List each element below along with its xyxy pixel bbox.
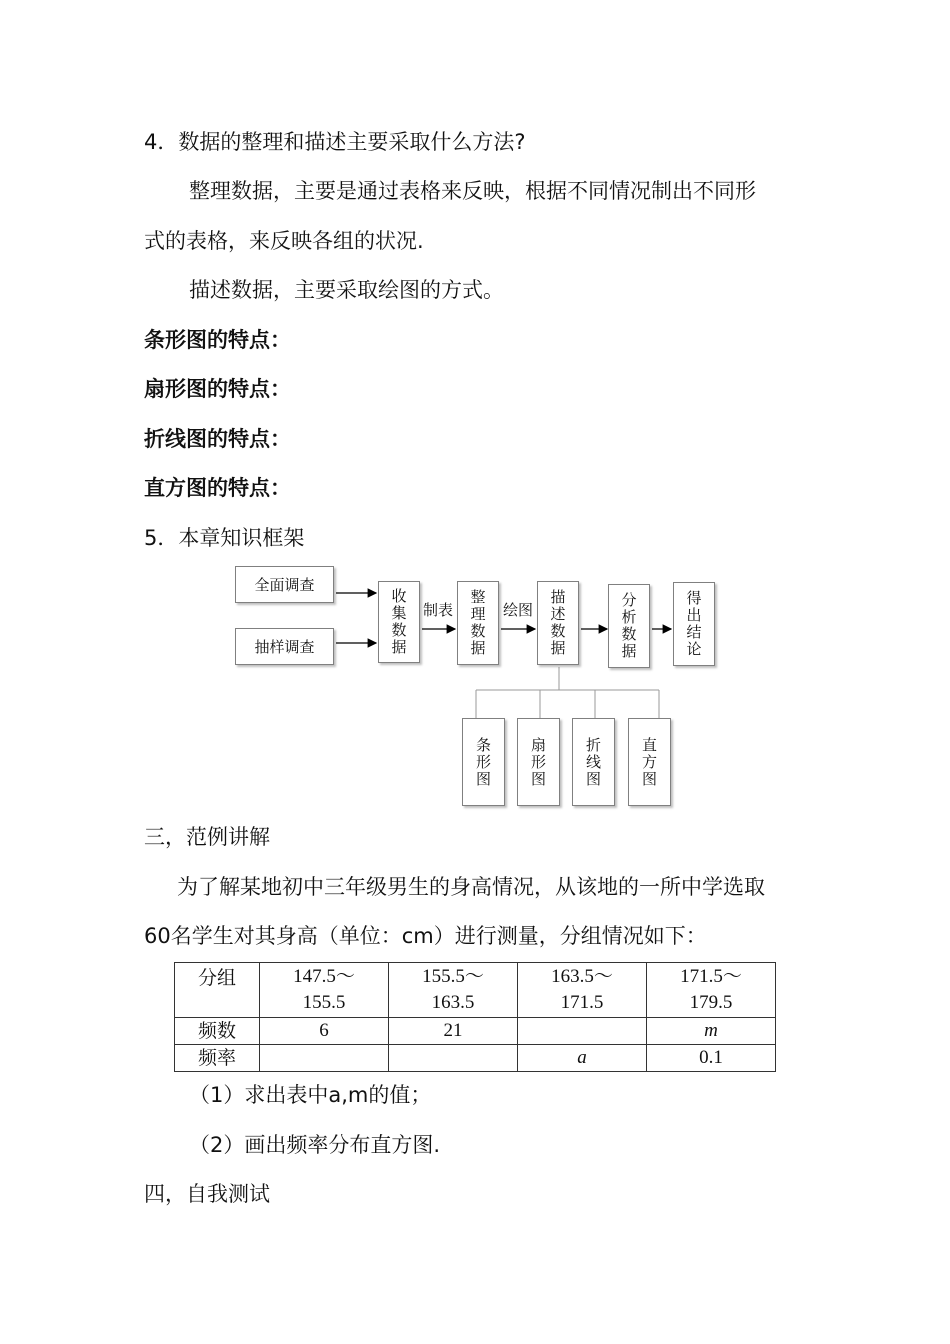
q4-title: 4．数据的整理和描述主要采取什么方法? [144,130,526,154]
organize-data-box: 整理数据 [457,581,499,665]
row-label-frequency: 频数 [175,1018,260,1045]
frequency-cell-4: m [647,1018,776,1045]
edge-label-plot: 绘图 [503,601,534,619]
section4-title: 四，自我测试 [144,1182,270,1206]
group-3-from: 163.5～ [551,966,613,987]
pie-chart-box: 扇形图 [517,718,560,806]
group-cell-3 [518,963,647,1018]
frequency-cell-2: 21 [389,1018,518,1045]
q4-para2: 描述数据，主要采取绘图的方式。 [189,278,504,302]
table-row-rate [175,1045,776,1072]
line-chart-box: 折线图 [572,718,615,806]
rate-cell-3: a [518,1045,647,1072]
describe-data-box: 描述数据 [537,581,579,665]
frequency-cell-1: 6 [260,1018,389,1045]
frequency-cell-3 [518,1018,647,1045]
feature-line-chart: 折线图的特点： [144,427,291,451]
row-label-rate: 频率 [175,1045,260,1072]
survey-sample-box: 抽样调查 [235,628,334,665]
group-2-to: 163.5 [431,992,475,1013]
group-4-from: 171.5～ [680,966,742,987]
group-1-to: 155.5 [302,992,346,1013]
rate-cell-4: 0.1 [647,1045,776,1072]
group-4-to: 179.5 [689,992,733,1013]
frequency-table [174,962,776,1072]
q4-para1-line1: 整理数据，主要是通过表格来反映，根据不同情况制出不同形 [189,179,756,203]
question-1: （1）求出表中a,m的值； [189,1083,432,1107]
group-2-from: 155.5～ [422,966,484,987]
problem-line2: 60名学生对其身高（单位：cm）进行测量，分组情况如下： [144,924,707,948]
section3-title: 三，范例讲解 [144,825,270,849]
conclude-box: 得出结论 [673,582,715,666]
bar-chart-box: 条形图 [462,718,505,806]
feature-pie-chart: 扇形图的特点： [144,377,291,401]
table-row-groups [175,963,776,1018]
section5-title: 5．本章知识框架 [144,526,305,550]
analyze-data-box: 分析数据 [608,584,650,668]
feature-histogram: 直方图的特点： [144,476,291,500]
collect-data-box: 收集数据 [378,581,420,663]
group-1-from: 147.5～ [293,966,355,987]
feature-bar-chart: 条形图的特点： [144,328,291,352]
table-row-frequency [175,1018,776,1045]
group-cell-4 [647,963,776,1018]
problem-line1: 为了解某地初中三年级男生的身高情况，从该地的一所中学选取 [177,875,765,899]
q4-para1-line2: 式的表格，来反映各组的状况. [144,229,424,253]
question-2: （2）画出频率分布直方图. [189,1133,441,1157]
rate-cell-1 [260,1045,389,1072]
edge-label-tabulate: 制表 [423,601,454,619]
group-cell-1 [260,963,389,1018]
group-3-to: 171.5 [560,992,604,1013]
rate-cell-2 [389,1045,518,1072]
survey-full-box: 全面调查 [235,566,334,603]
histogram-box: 直方图 [628,718,671,806]
group-cell-2 [389,963,518,1018]
row-label-group: 分组 [175,963,260,1018]
